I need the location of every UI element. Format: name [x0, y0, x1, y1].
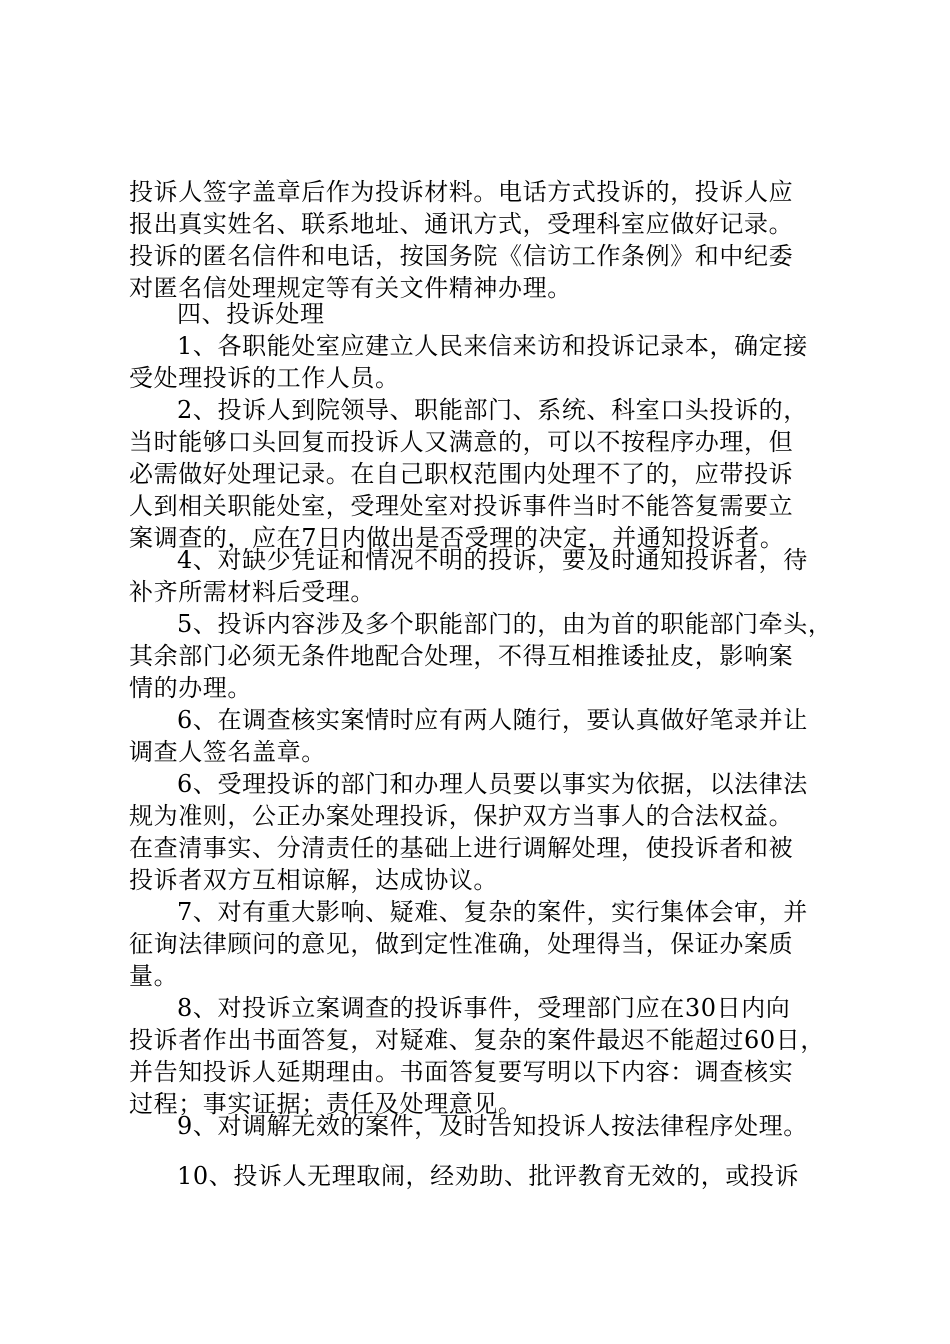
text-line: 7、对有重大影响、疑难、复杂的案件，实行集体会审，并	[177, 898, 808, 926]
text-line: 补齐所需材料后受理。	[129, 578, 375, 606]
text-line: 规为准则，公正办案处理投诉，保护双方当事人的合法权益。	[129, 802, 794, 830]
text-line: 投诉者作出书面答复，对疑难、复杂的案件最迟不能超过60日，	[129, 1026, 825, 1054]
text-line: 6、受理投诉的部门和办理人员要以事实为依据，以法律法	[177, 770, 808, 798]
text-line: 4、对缺少凭证和情况不明的投诉，要及时通知投诉者，待	[177, 546, 808, 574]
text-line: 过程；事实证据；责任及处理意见。	[129, 1090, 523, 1118]
text-line: 1、各职能处室应建立人民来信来访和投诉记录本，确定接	[177, 332, 808, 360]
text-line: 投诉人签字盖章后作为投诉材料。电话方式投诉的，投诉人应	[129, 178, 794, 206]
text-line: 在查清事实、分清责任的基础上进行调解处理，使投诉者和被	[129, 834, 794, 862]
text-line: 人到相关职能处室，受理处室对投诉事件当时不能答复需要立	[129, 492, 794, 520]
text-line: 并告知投诉人延期理由。书面答复要写明以下内容：调查核实	[129, 1058, 794, 1086]
text-line: 其余部门必须无条件地配合处理，不得互相推诿扯皮，影响案	[129, 642, 794, 670]
text-line: 征询法律顾问的意见，做到定性准确，处理得当，保证办案质	[129, 930, 794, 958]
text-line: 8、对投诉立案调查的投诉事件，受理部门应在30日内向	[177, 994, 791, 1022]
text-line: 对匿名信处理规定等有关文件精神办理。	[129, 274, 572, 302]
text-line: 调查人签名盖章。	[129, 738, 326, 766]
text-line: 量。	[129, 962, 179, 990]
text-line: 投诉者双方互相谅解，达成协议。	[129, 866, 498, 894]
text-line: 6、在调查核实案情时应有两人随行，要认真做好笔录并让	[177, 706, 808, 734]
text-line: 当时能够口头回复而投诉人又满意的，可以不按程序办理，但	[129, 428, 794, 456]
section-heading: 四、投诉处理	[177, 300, 325, 328]
text-line: 受处理投诉的工作人员。	[129, 364, 400, 392]
text-line: 报出真实姓名、联系地址、通讯方式，受理科室应做好记录。	[129, 210, 794, 238]
text-line: 案调查的，应在7日内做出是否受理的决定，并通知投诉者。	[129, 524, 785, 552]
text-line: 10、投诉人无理取闹，经劝助、批评教育无效的，或投诉	[177, 1162, 800, 1190]
text-line: 情的办理。	[129, 674, 252, 702]
text-line: 2、投诉人到院领导、职能部门、系统、科室口头投诉的，	[177, 396, 808, 424]
text-line: 投诉的匿名信件和电话，按国务院《信访工作条例》和中纪委	[129, 242, 794, 270]
text-line: 必需做好处理记录。在自己职权范围内处理不了的，应带投诉	[129, 460, 794, 488]
text-line: 9、对调解无效的案件，及时告知投诉人按法律程序处理。	[177, 1112, 808, 1140]
text-line: 5、投诉内容涉及多个职能部门的，由为首的职能部门牵头，	[177, 610, 833, 638]
